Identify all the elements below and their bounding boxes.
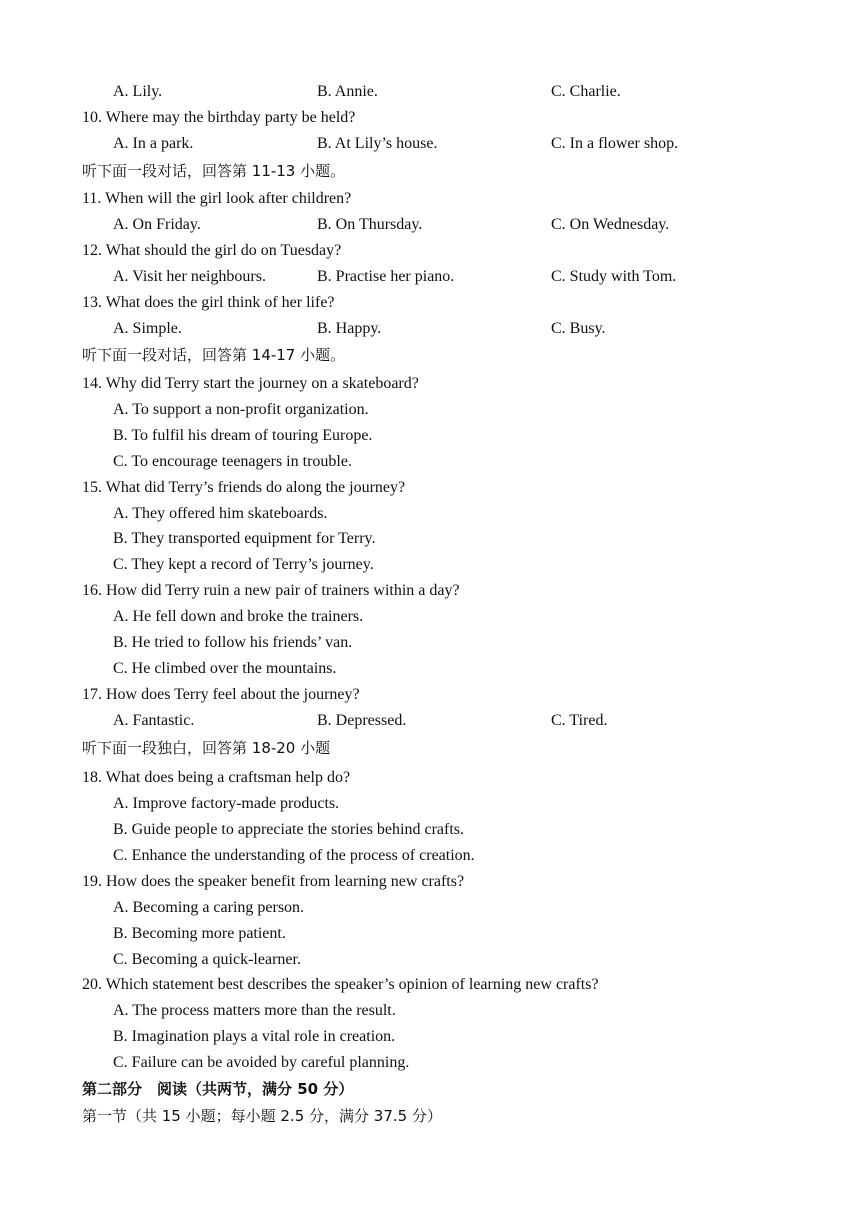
- q19-option-c: C. Becoming a quick-learner.: [113, 951, 301, 968]
- q17-option-a: A. Fantastic.: [113, 712, 195, 729]
- q17-option-c: C. Tired.: [551, 712, 608, 729]
- part2-heading: 第二部分 阅读（共两节，满分 50 分）: [82, 1080, 354, 1098]
- q15-option-a: A. They offered him skateboards.: [113, 505, 328, 522]
- instruction-14-17: 听下面一段对话，回答第 14-17 小题。: [82, 346, 346, 364]
- q18-option-b: B. Guide people to appreciate the stories behind crafts.: [113, 821, 464, 838]
- q10-option-c: C. In a flower shop.: [551, 135, 679, 152]
- q16-option-a: A. He fell down and broke the trainers.: [113, 608, 364, 625]
- q10-option-a: A. In a park.: [113, 135, 194, 152]
- q10-option-b: B. At Lily’s house.: [317, 135, 438, 152]
- q14-option-c: C. To encourage teenagers in trouble.: [113, 453, 352, 470]
- q19-option-a: A. Becoming a caring person.: [113, 899, 305, 916]
- q13-option-a: A. Simple.: [113, 320, 182, 337]
- q20-option-a: A. The process matters more than the result.: [113, 1002, 396, 1019]
- q13-option-c: C. Busy.: [551, 320, 606, 337]
- q19-option-b: B. Becoming more patient.: [113, 925, 286, 942]
- q20-option-c: C. Failure can be avoided by careful planning.: [113, 1054, 410, 1071]
- q16-stem: 16. How did Terry ruin a new pair of trainers within a day?: [82, 582, 460, 599]
- q15-option-c: C. They kept a record of Terry’s journey.: [113, 556, 374, 573]
- q13-option-b: B. Happy.: [317, 320, 382, 337]
- q9-option-b: B. Annie.: [317, 83, 378, 100]
- instruction-11-13: 听下面一段对话，回答第 11-13 小题。: [82, 162, 346, 180]
- q17-option-b: B. Depressed.: [317, 712, 407, 729]
- q18-option-a: A. Improve factory-made products.: [113, 795, 340, 812]
- q9-option-a: A. Lily.: [113, 83, 163, 100]
- q12-option-b: B. Practise her piano.: [317, 268, 455, 285]
- q11-option-a: A. On Friday.: [113, 216, 201, 233]
- q12-option-c: C. Study with Tom.: [551, 268, 677, 285]
- q14-option-a: A. To support a non-profit organization.: [113, 401, 369, 418]
- q18-stem: 18. What does being a craftsman help do?: [82, 769, 351, 786]
- q19-stem: 19. How does the speaker benefit from learning new crafts?: [82, 873, 465, 890]
- q15-option-b: B. They transported equipment for Terry.: [113, 530, 376, 547]
- q12-option-a: A. Visit her neighbours.: [113, 268, 266, 285]
- q16-option-c: C. He climbed over the mountains.: [113, 660, 337, 677]
- q11-option-c: C. On Wednesday.: [551, 216, 670, 233]
- q11-option-b: B. On Thursday.: [317, 216, 423, 233]
- q10-stem: 10. Where may the birthday party be held?: [82, 109, 356, 126]
- section1-heading: 第一节（共 15 小题；每小题 2.5 分，满分 37.5 分）: [82, 1107, 442, 1125]
- q15-stem: 15. What did Terry’s friends do along the journey?: [82, 479, 406, 496]
- q12-stem: 12. What should the girl do on Tuesday?: [82, 242, 342, 259]
- instruction-18-20: 听下面一段独白，回答第 18-20 小题: [82, 739, 331, 757]
- q9-option-c: C. Charlie.: [551, 83, 621, 100]
- q18-option-c: C. Enhance the understanding of the process of creation.: [113, 847, 475, 864]
- q11-stem: 11. When will the girl look after children?: [82, 190, 352, 207]
- q13-stem: 13. What does the girl think of her life?: [82, 294, 335, 311]
- q16-option-b: B. He tried to follow his friends’ van.: [113, 634, 353, 651]
- q20-option-b: B. Imagination plays a vital role in creation.: [113, 1028, 396, 1045]
- q17-stem: 17. How does Terry feel about the journey?: [82, 686, 360, 703]
- q20-stem: 20. Which statement best describes the speaker’s opinion of learning new crafts?: [82, 976, 599, 993]
- q14-option-b: B. To fulfil his dream of touring Europe.: [113, 427, 373, 444]
- q14-stem: 14. Why did Terry start the journey on a skateboard?: [82, 375, 419, 392]
